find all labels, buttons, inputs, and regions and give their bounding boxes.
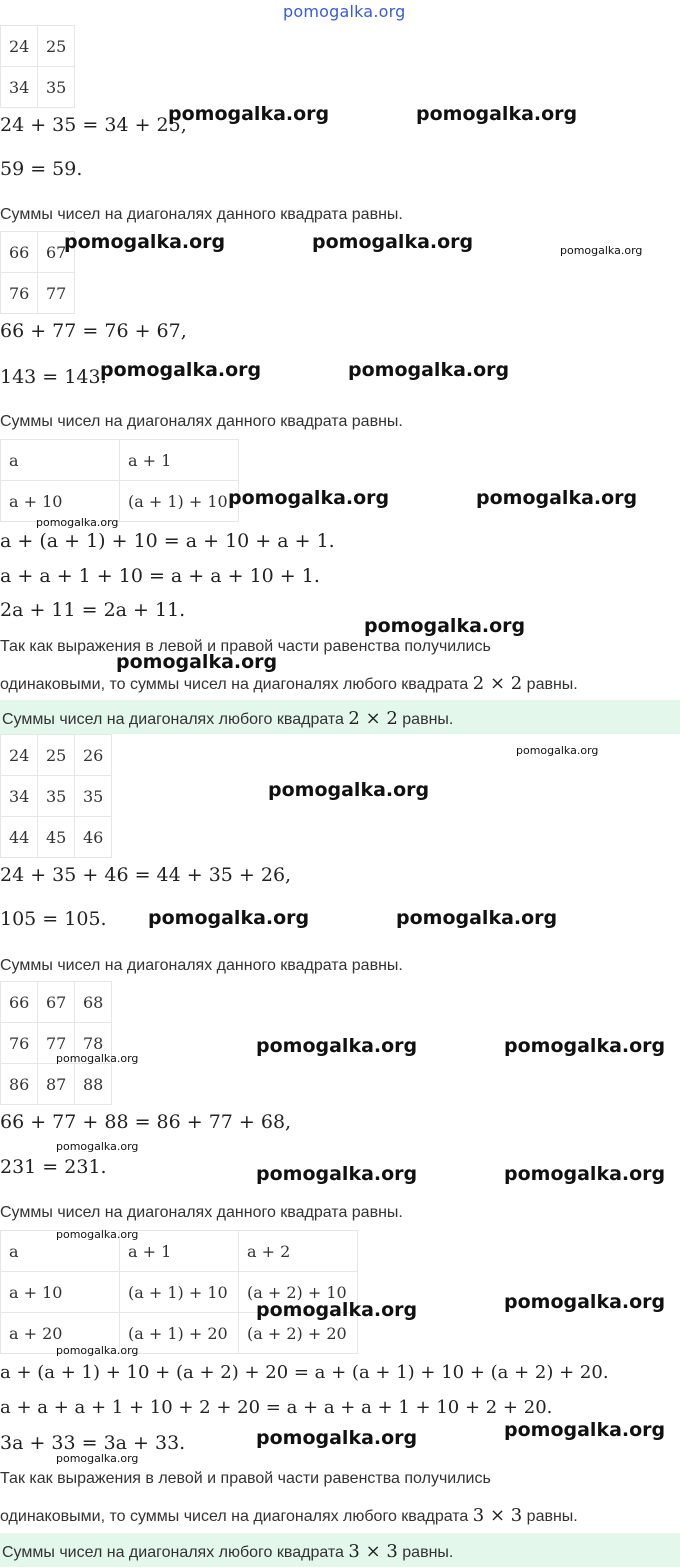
- watermark: pomogalka.org: [504, 1163, 666, 1185]
- watermark-small: pomogalka.org: [560, 244, 643, 257]
- watermark-small: pomogalka.org: [56, 1344, 139, 1357]
- cell: 78: [75, 1023, 112, 1064]
- watermark-small: pomogalka.org: [56, 1140, 139, 1153]
- cell: a: [1, 440, 120, 481]
- watermark: pomogalka.org: [364, 615, 526, 637]
- reason-text: одинаковыми, то суммы чисел на диагоналях любого квадрата: [0, 676, 469, 693]
- table-3x3-66: [0, 981, 112, 1105]
- cell: (a + 2) + 10: [239, 1272, 358, 1313]
- cell: 68: [75, 982, 112, 1023]
- watermark: pomogalka.org: [504, 1291, 666, 1313]
- header-watermark[interactable]: pomogalka.org: [283, 2, 406, 21]
- cell: 66: [1, 982, 38, 1023]
- watermark: pomogalka.org: [116, 651, 278, 673]
- watermark-small: pomogalka.org: [56, 1452, 139, 1465]
- cell: 67: [38, 982, 75, 1023]
- answer-highlight: [0, 700, 680, 734]
- equation: 24 + 35 + 46 = 44 + 35 + 26,: [0, 864, 292, 886]
- table-3x3-algebraic: [0, 1230, 358, 1354]
- cell: (a + 1) + 10: [120, 1272, 239, 1313]
- equation: 3a + 33 = 3a + 33.: [0, 1432, 186, 1454]
- watermark: pomogalka.org: [256, 1427, 418, 1449]
- cell: 25: [38, 26, 75, 67]
- answer-text-row: [2, 1541, 453, 1562]
- cell: a + 10: [1, 1272, 120, 1313]
- cell: a + 1: [120, 1231, 239, 1272]
- conclusion-text: Суммы чисел на диагоналях данного квадрата равны.: [0, 1204, 403, 1221]
- reason-line: [0, 1505, 578, 1526]
- cell: 35: [38, 776, 75, 817]
- equation: a + (a + 1) + 10 + (a + 2) + 20 = a + (a + 1) + 10 + (a + 2) + 20.: [0, 1362, 609, 1383]
- cell: 46: [75, 817, 112, 858]
- equation: 2a + 11 = 2a + 11.: [0, 599, 186, 621]
- cell: a + 10: [1, 481, 120, 522]
- cell: 77: [38, 273, 75, 314]
- watermark-small: pomogalka.org: [56, 1052, 139, 1065]
- cell: 87: [38, 1064, 75, 1105]
- square-size: 2 × 2: [472, 673, 523, 694]
- watermark: pomogalka.org: [148, 907, 310, 929]
- watermark: pomogalka.org: [504, 1035, 666, 1057]
- equation: a + a + a + 1 + 10 + 2 + 20 = a + a + a + 1 + 10 + 2 + 20.: [0, 1397, 553, 1418]
- watermark: pomogalka.org: [348, 359, 510, 381]
- square-size: 2 × 2: [348, 708, 398, 729]
- answer-tail: равны.: [402, 711, 454, 728]
- cell: 24: [1, 735, 38, 776]
- reason-line: Так как выражения в левой и правой части равенства получились: [0, 1470, 491, 1487]
- watermark: pomogalka.org: [396, 907, 558, 929]
- cell: (a + 1) + 20: [120, 1313, 239, 1354]
- equation: 143 = 143.: [0, 366, 107, 388]
- cell: 88: [75, 1064, 112, 1105]
- answer-text: Суммы чисел на диагоналях любого квадрата: [2, 711, 344, 728]
- cell: a + 1: [120, 440, 239, 481]
- cell: 24: [1, 26, 38, 67]
- cell: 35: [75, 776, 112, 817]
- table-3x3-24: [0, 734, 112, 858]
- cell: (a + 2) + 20: [239, 1313, 358, 1354]
- answer-tail: равны.: [402, 1544, 454, 1561]
- cell: 77: [38, 1023, 75, 1064]
- cell: 45: [38, 817, 75, 858]
- reason-line: Так как выражения в левой и правой части равенства получились: [0, 638, 491, 655]
- equation: a + a + 1 + 10 = a + a + 10 + 1.: [0, 565, 320, 587]
- watermark: pomogalka.org: [100, 359, 262, 381]
- cell: 34: [1, 776, 38, 817]
- cell: 44: [1, 817, 38, 858]
- table-2x2-24: [0, 25, 75, 108]
- equation: 24 + 35 = 34 + 25,: [0, 114, 187, 136]
- equation: 59 = 59.: [0, 158, 83, 180]
- watermark: pomogalka.org: [256, 1299, 418, 1321]
- square-size: 3 × 3: [472, 1505, 523, 1526]
- cell: a + 2: [239, 1231, 358, 1272]
- watermark: pomogalka.org: [416, 103, 578, 125]
- equation: 66 + 77 = 76 + 67,: [0, 320, 187, 342]
- cell: 66: [1, 232, 38, 273]
- cell: 26: [75, 735, 112, 776]
- watermark: pomogalka.org: [504, 1419, 666, 1441]
- watermark: pomogalka.org: [168, 103, 330, 125]
- table-2x2-algebraic: [0, 439, 239, 522]
- watermark: pomogalka.org: [312, 231, 474, 253]
- conclusion-text: Суммы чисел на диагоналях данного квадрата равны.: [0, 206, 403, 223]
- cell: 76: [1, 273, 38, 314]
- reason-tail: равны.: [526, 676, 578, 693]
- cell: 35: [38, 67, 75, 108]
- square-size: 3 × 3: [348, 1541, 398, 1562]
- cell: a: [1, 1231, 120, 1272]
- answer-text-row: [2, 708, 453, 729]
- watermark: pomogalka.org: [256, 1163, 418, 1185]
- answer-text: Суммы чисел на диагоналях любого квадрата: [2, 1544, 344, 1561]
- cell: (a + 1) + 10: [120, 481, 239, 522]
- cell: 67: [38, 232, 75, 273]
- cell: 86: [1, 1064, 38, 1105]
- watermark: pomogalka.org: [476, 487, 638, 509]
- conclusion-text: Суммы чисел на диагоналях данного квадрата равны.: [0, 413, 403, 430]
- reason-tail: равны.: [526, 1508, 578, 1525]
- watermark-small: pomogalka.org: [36, 516, 119, 529]
- watermark-small: pomogalka.org: [516, 744, 599, 757]
- equation: 231 = 231.: [0, 1156, 107, 1178]
- watermark-small: pomogalka.org: [56, 1228, 139, 1241]
- watermark: pomogalka.org: [228, 487, 390, 509]
- answer-highlight: [0, 1533, 680, 1567]
- reason-text: одинаковыми, то суммы чисел на диагоналях любого квадрата: [0, 1508, 469, 1525]
- cell: 76: [1, 1023, 38, 1064]
- equation: a + (a + 1) + 10 = a + 10 + a + 1.: [0, 530, 335, 552]
- cell: 34: [1, 67, 38, 108]
- reason-line: [0, 673, 578, 694]
- watermark: pomogalka.org: [256, 1035, 418, 1057]
- cell: a + 20: [1, 1313, 120, 1354]
- watermark: pomogalka.org: [64, 231, 226, 253]
- equation: 105 = 105.: [0, 908, 107, 930]
- equation: 66 + 77 + 88 = 86 + 77 + 68,: [0, 1111, 292, 1133]
- conclusion-text: Суммы чисел на диагоналях данного квадрата равны.: [0, 957, 403, 974]
- watermark: pomogalka.org: [268, 779, 430, 801]
- cell: 25: [38, 735, 75, 776]
